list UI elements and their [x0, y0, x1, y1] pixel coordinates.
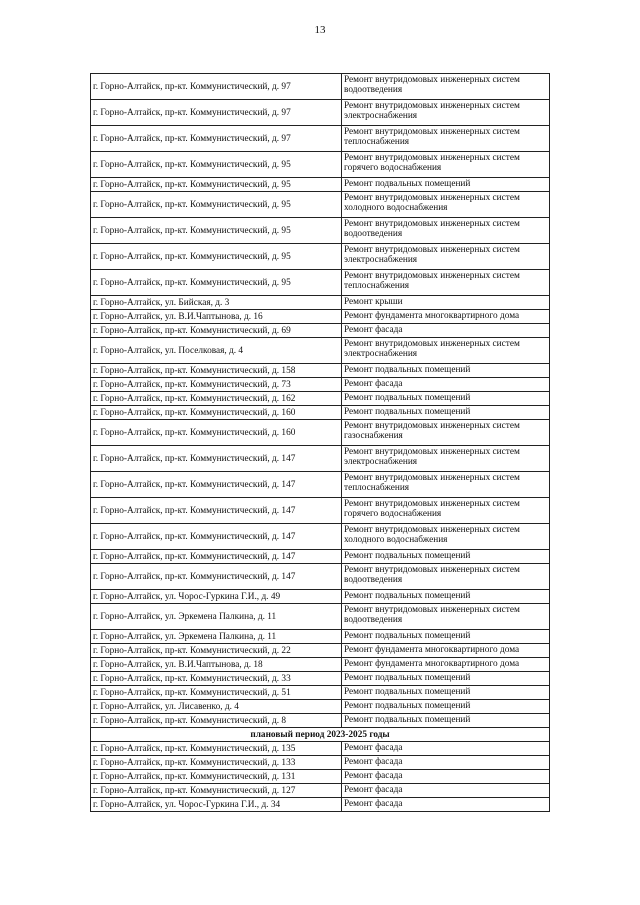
address-cell: г. Горно-Алтайск, пр-кт. Коммунистический, д. 95	[91, 178, 342, 192]
work-type-cell: Ремонт фасада	[342, 798, 550, 812]
address-cell: г. Горно-Алтайск, пр-кт. Коммунистический, д. 158	[91, 364, 342, 378]
work-type-cell: Ремонт внутридомовых инженерных систем газоснабжения	[342, 420, 550, 446]
table-row	[91, 126, 550, 152]
table-row	[91, 742, 550, 756]
address-cell: г. Горно-Алтайск, пр-кт. Коммунистический, д. 69	[91, 324, 342, 338]
address-cell: г. Горно-Алтайск, пр-кт. Коммунистический, д. 95	[91, 192, 342, 218]
table-row	[91, 770, 550, 784]
section-title: плановый период 2023-2025 годы	[91, 728, 550, 742]
work-type-cell: Ремонт фундамента многоквартирного дома	[342, 310, 550, 324]
table-row	[91, 630, 550, 644]
address-cell: г. Горно-Алтайск, пр-кт. Коммунистический, д. 95	[91, 270, 342, 296]
work-type-cell: Ремонт внутридомовых инженерных систем горячего водоснабжения	[342, 152, 550, 178]
address-cell: г. Горно-Алтайск, пр-кт. Коммунистический, д. 147	[91, 498, 342, 524]
address-cell: г. Горно-Алтайск, пр-кт. Коммунистический, д. 147	[91, 524, 342, 550]
address-cell: г. Горно-Алтайск, пр-кт. Коммунистический, д. 97	[91, 74, 342, 100]
table-row	[91, 244, 550, 270]
work-type-cell: Ремонт подвальных помещений	[342, 550, 550, 564]
address-cell: г. Горно-Алтайск, пр-кт. Коммунистический, д. 133	[91, 756, 342, 770]
table-row	[91, 498, 550, 524]
address-cell: г. Горно-Алтайск, ул. В.И.Чаптынова, д. 18	[91, 658, 342, 672]
work-type-cell: Ремонт подвальных помещений	[342, 364, 550, 378]
table-row	[91, 756, 550, 770]
address-cell: г. Горно-Алтайск, пр-кт. Коммунистический, д. 160	[91, 420, 342, 446]
work-type-cell: Ремонт фасада	[342, 324, 550, 338]
table-row	[91, 152, 550, 178]
address-cell: г. Горно-Алтайск, пр-кт. Коммунистический, д. 97	[91, 126, 342, 152]
address-cell: г. Горно-Алтайск, пр-кт. Коммунистический, д. 73	[91, 378, 342, 392]
table-row	[91, 218, 550, 244]
work-type-cell: Ремонт внутридомовых инженерных систем теплоснабжения	[342, 126, 550, 152]
address-cell: г. Горно-Алтайск, пр-кт. Коммунистический, д. 97	[91, 100, 342, 126]
work-type-cell: Ремонт внутридомовых инженерных систем электроснабжения	[342, 244, 550, 270]
table-row	[91, 178, 550, 192]
address-cell: г. Горно-Алтайск, пр-кт. Коммунистический, д. 127	[91, 784, 342, 798]
table-row	[91, 798, 550, 812]
address-cell: г. Горно-Алтайск, пр-кт. Коммунистический, д. 160	[91, 406, 342, 420]
work-type-cell: Ремонт фасада	[342, 756, 550, 770]
work-type-cell: Ремонт внутридомовых инженерных систем холодного водоснабжения	[342, 524, 550, 550]
work-type-cell: Ремонт внутридомовых инженерных систем холодного водоснабжения	[342, 192, 550, 218]
address-cell: г. Горно-Алтайск, пр-кт. Коммунистический, д. 135	[91, 742, 342, 756]
work-type-cell: Ремонт внутридомовых инженерных систем электроснабжения	[342, 446, 550, 472]
work-type-cell: Ремонт подвальных помещений	[342, 406, 550, 420]
table-row	[91, 420, 550, 446]
address-cell: г. Горно-Алтайск, пр-кт. Коммунистический, д. 8	[91, 714, 342, 728]
table-row	[91, 714, 550, 728]
address-cell: г. Горно-Алтайск, пр-кт. Коммунистический, д. 95	[91, 152, 342, 178]
address-cell: г. Горно-Алтайск, пр-кт. Коммунистический, д. 147	[91, 564, 342, 590]
table-row	[91, 392, 550, 406]
table-row	[91, 100, 550, 126]
work-type-cell: Ремонт фундамента многоквартирного дома	[342, 644, 550, 658]
address-cell: г. Горно-Алтайск, ул. Бийская, д. 3	[91, 296, 342, 310]
work-type-cell: Ремонт внутридомовых инженерных систем горячего водоснабжения	[342, 498, 550, 524]
work-type-cell: Ремонт внутридомовых инженерных систем водоотведения	[342, 218, 550, 244]
work-type-cell: Ремонт подвальных помещений	[342, 590, 550, 604]
address-cell: г. Горно-Алтайск, ул. Эркемена Палкина, д. 11	[91, 630, 342, 644]
table-row	[91, 296, 550, 310]
work-type-cell: Ремонт крыши	[342, 296, 550, 310]
work-type-cell: Ремонт внутридомовых инженерных систем теплоснабжения	[342, 472, 550, 498]
work-type-cell: Ремонт внутридомовых инженерных систем электроснабжения	[342, 338, 550, 364]
table-row	[91, 446, 550, 472]
address-cell: г. Горно-Алтайск, пр-кт. Коммунистический, д. 22	[91, 644, 342, 658]
work-type-cell: Ремонт подвальных помещений	[342, 178, 550, 192]
table-row	[91, 604, 550, 630]
works-table	[90, 73, 550, 812]
address-cell: г. Горно-Алтайск, пр-кт. Коммунистический, д. 33	[91, 672, 342, 686]
table-row	[91, 658, 550, 672]
table-row	[91, 564, 550, 590]
work-type-cell: Ремонт фундамента многоквартирного дома	[342, 658, 550, 672]
address-cell: г. Горно-Алтайск, пр-кт. Коммунистический, д. 162	[91, 392, 342, 406]
section-header-row	[91, 728, 550, 742]
address-cell: г. Горно-Алтайск, пр-кт. Коммунистический, д. 95	[91, 218, 342, 244]
work-type-cell: Ремонт фасада	[342, 770, 550, 784]
table-row	[91, 784, 550, 798]
work-type-cell: Ремонт подвальных помещений	[342, 630, 550, 644]
address-cell: г. Горно-Алтайск, пр-кт. Коммунистический, д. 95	[91, 244, 342, 270]
work-type-cell: Ремонт подвальных помещений	[342, 700, 550, 714]
work-type-cell: Ремонт фасада	[342, 742, 550, 756]
table-row	[91, 192, 550, 218]
table-row	[91, 644, 550, 658]
table-row	[91, 524, 550, 550]
table-row	[91, 74, 550, 100]
table-row	[91, 700, 550, 714]
address-cell: г. Горно-Алтайск, ул. Лисавенко, д. 4	[91, 700, 342, 714]
table-row	[91, 472, 550, 498]
work-type-cell: Ремонт подвальных помещений	[342, 392, 550, 406]
table-row	[91, 338, 550, 364]
table-row	[91, 406, 550, 420]
work-type-cell: Ремонт подвальных помещений	[342, 672, 550, 686]
table-row	[91, 672, 550, 686]
work-type-cell: Ремонт подвальных помещений	[342, 686, 550, 700]
address-cell: г. Горно-Алтайск, ул. Эркемена Палкина, д. 11	[91, 604, 342, 630]
address-cell: г. Горно-Алтайск, ул. Чорос-Гуркина Г.И., д. 34	[91, 798, 342, 812]
works-table-body	[91, 74, 550, 812]
work-type-cell: Ремонт внутридомовых инженерных систем водоотведения	[342, 74, 550, 100]
work-type-cell: Ремонт внутридомовых инженерных систем теплоснабжения	[342, 270, 550, 296]
table-row	[91, 590, 550, 604]
work-type-cell: Ремонт внутридомовых инженерных систем водоотведения	[342, 604, 550, 630]
address-cell: г. Горно-Алтайск, ул. В.И.Чаптынова, д. 16	[91, 310, 342, 324]
table-row	[91, 270, 550, 296]
table-row	[91, 686, 550, 700]
address-cell: г. Горно-Алтайск, пр-кт. Коммунистический, д. 147	[91, 446, 342, 472]
work-type-cell: Ремонт фасада	[342, 378, 550, 392]
table-row	[91, 378, 550, 392]
address-cell: г. Горно-Алтайск, ул. Поселковая, д. 4	[91, 338, 342, 364]
work-type-cell: Ремонт подвальных помещений	[342, 714, 550, 728]
work-type-cell: Ремонт фасада	[342, 784, 550, 798]
table-row	[91, 550, 550, 564]
table-row	[91, 310, 550, 324]
address-cell: г. Горно-Алтайск, пр-кт. Коммунистический, д. 147	[91, 472, 342, 498]
address-cell: г. Горно-Алтайск, пр-кт. Коммунистический, д. 131	[91, 770, 342, 784]
table-row	[91, 324, 550, 338]
address-cell: г. Горно-Алтайск, ул. Чорос-Гуркина Г.И., д. 49	[91, 590, 342, 604]
work-type-cell: Ремонт внутридомовых инженерных систем электроснабжения	[342, 100, 550, 126]
address-cell: г. Горно-Алтайск, пр-кт. Коммунистический, д. 51	[91, 686, 342, 700]
page-number: 13	[314, 24, 326, 36]
work-type-cell: Ремонт внутридомовых инженерных систем водоотведения	[342, 564, 550, 590]
table-row	[91, 364, 550, 378]
address-cell: г. Горно-Алтайск, пр-кт. Коммунистический, д. 147	[91, 550, 342, 564]
